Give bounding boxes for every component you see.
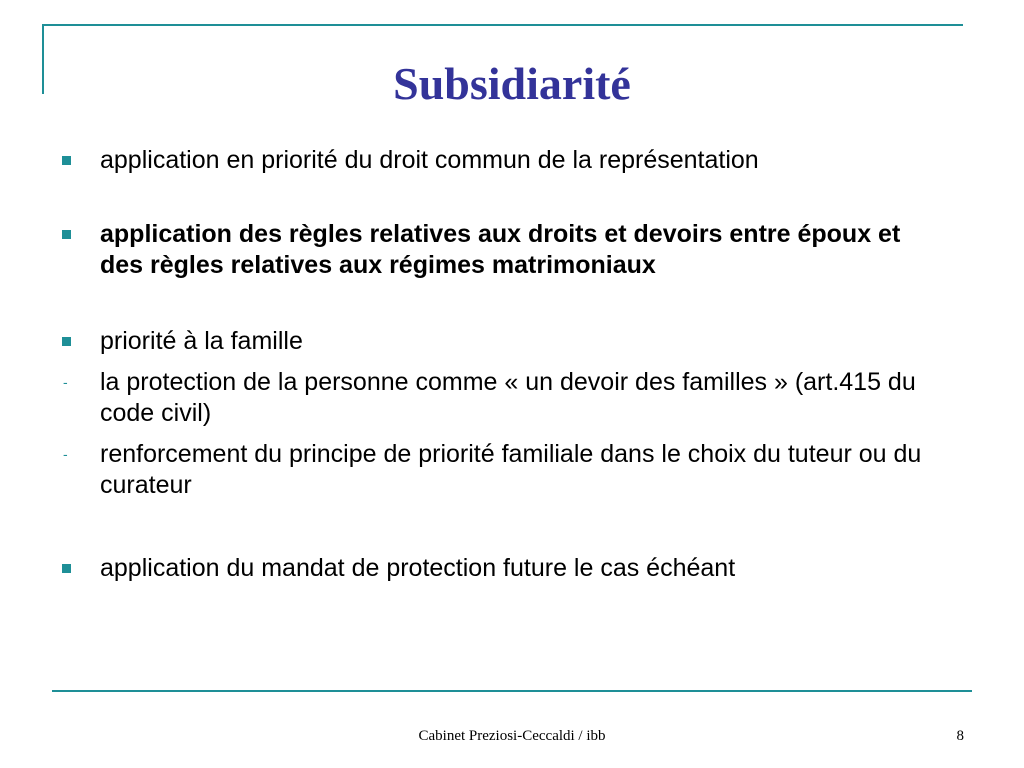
bullet-text: application du mandat de protection future le cas échéant <box>100 554 736 582</box>
bullet-text: application en priorité du droit commun de la représentation <box>100 146 759 174</box>
footer-text: Cabinet Preziosi-Ceccaldi / ibb <box>418 728 606 744</box>
dash-bullet-icon: - <box>63 374 68 390</box>
bullet-text: application des règles relatives aux droits et devoirs entre époux et des règles relatives aux régimes matrimoniaux <box>100 220 901 279</box>
bullet-item <box>62 553 942 584</box>
bullet-item <box>62 326 942 357</box>
square-bullet-icon <box>62 564 71 573</box>
sub-bullet-item <box>62 439 942 501</box>
footer-divider <box>52 690 972 692</box>
bullet-item <box>62 145 942 176</box>
bullet-text: la protection de la personne comme « un devoir des familles » (art.415 du code civil) <box>100 368 916 427</box>
slide-title: Subsidiarité <box>393 58 631 109</box>
page-number: 8 <box>956 728 964 744</box>
bullet-item <box>62 219 942 281</box>
sub-bullet-item <box>62 367 942 429</box>
square-bullet-icon <box>62 337 71 346</box>
bullet-text: renforcement du principe de priorité familiale dans le choix du tuteur ou du curateur <box>100 440 922 499</box>
square-bullet-icon <box>62 230 71 239</box>
dash-bullet-icon: - <box>63 446 68 462</box>
square-bullet-icon <box>62 156 71 165</box>
frame-top-line <box>42 24 963 26</box>
bullet-text: priorité à la famille <box>100 327 303 355</box>
